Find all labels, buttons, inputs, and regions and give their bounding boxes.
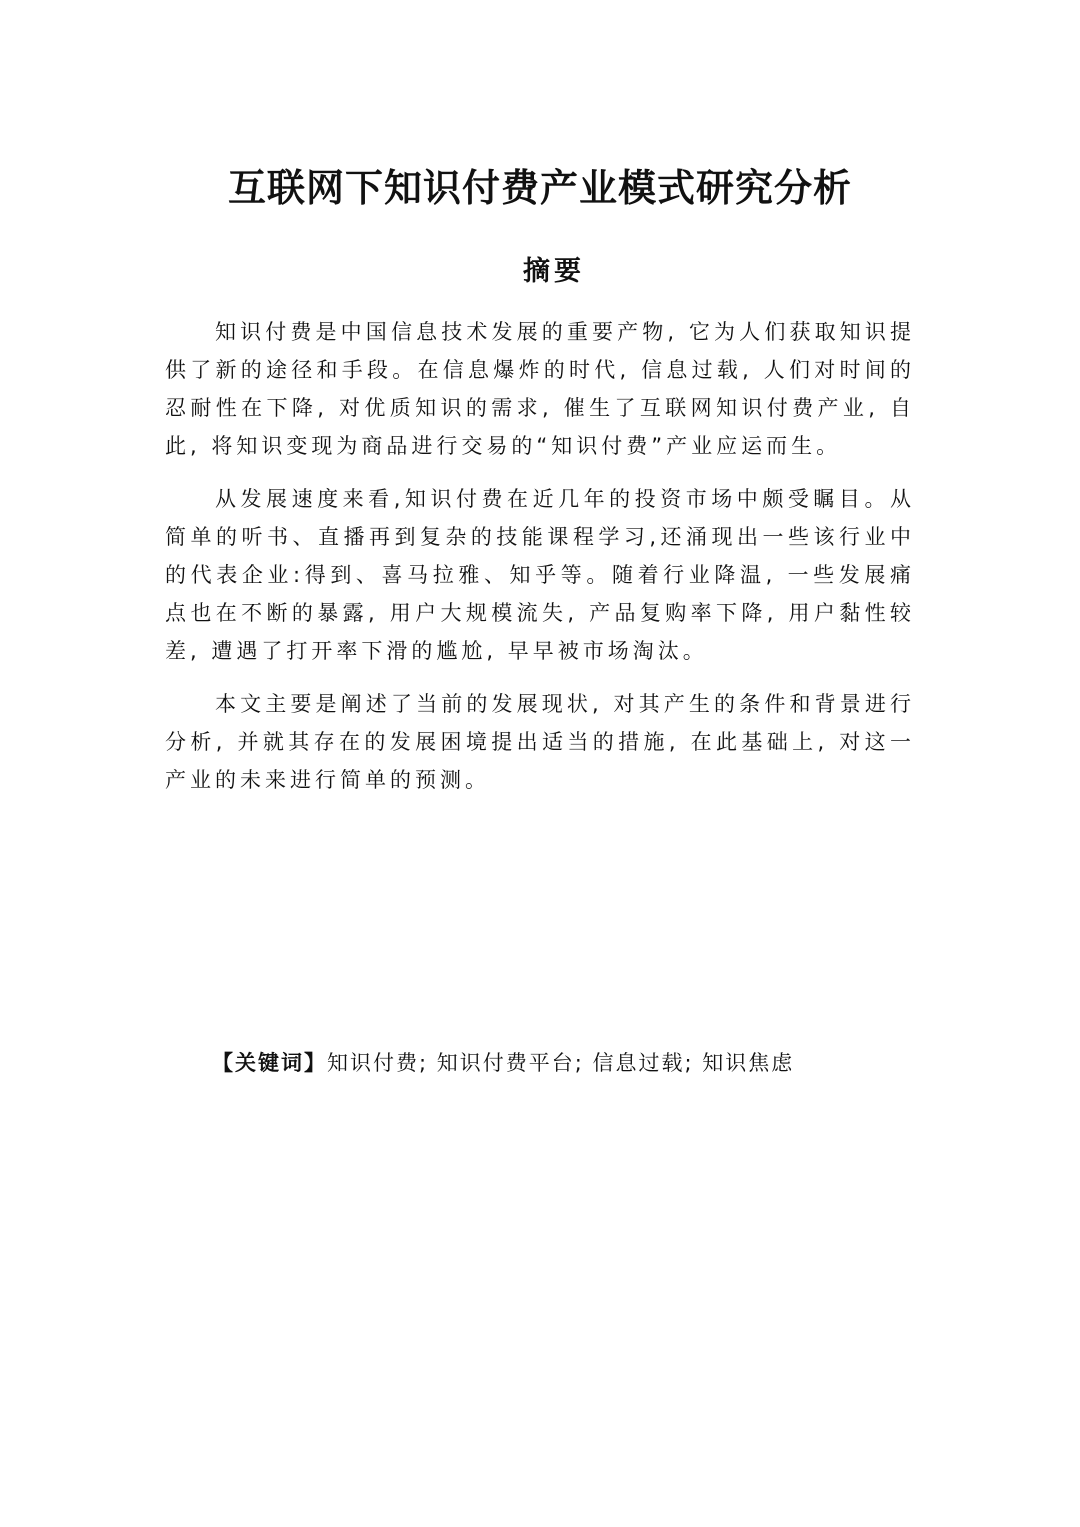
- keywords-line: [212, 1045, 932, 1081]
- keywords-text: 知识付费; 知识付费平台; 信息过载; 知识焦虑: [327, 1051, 795, 1075]
- document-title: 互联网下知识付费产业模式研究分析: [227, 166, 852, 210]
- abstract-paragraph-2: 从发展速度来看,知识付费在近几年的投资市场中颇受瞩目。从简单的听书、直播再到复杂的技能课程学习,还涌现出一些该行业中的代表企业:得到、喜马拉雅、知乎等。随着行业降温, 一些发展痛点也在不断的暴露, 用户大规模流失, 产品复购率下降, 用户黏性较差, 遭遇了打开率下滑的尴尬, 早早被市场淘汰。: [165, 487, 915, 663]
- keywords-label: 【关键词】: [212, 1051, 327, 1075]
- abstract-paragraph-1: 知识付费是中国信息技术发展的重要产物, 它为人们获取知识提供了新的途径和手段。在信息爆炸的时代, 信息过载, 人们对时间的忍耐性在下降, 对优质知识的需求, 催生了互联网知识付费产业, 自此, 将知识变现为商品进行交易的“知识付费”产业应运而生。: [165, 320, 915, 458]
- abstract-paragraph-3: 本文主要是阐述了当前的发展现状, 对其产生的条件和背景进行分析, 并就其存在的发展困境提出适当的措施, 在此基础上, 对这一产业的未来进行简单的预测。: [165, 692, 915, 792]
- abstract-body: [165, 313, 915, 814]
- abstract-heading: 摘要: [523, 256, 585, 287]
